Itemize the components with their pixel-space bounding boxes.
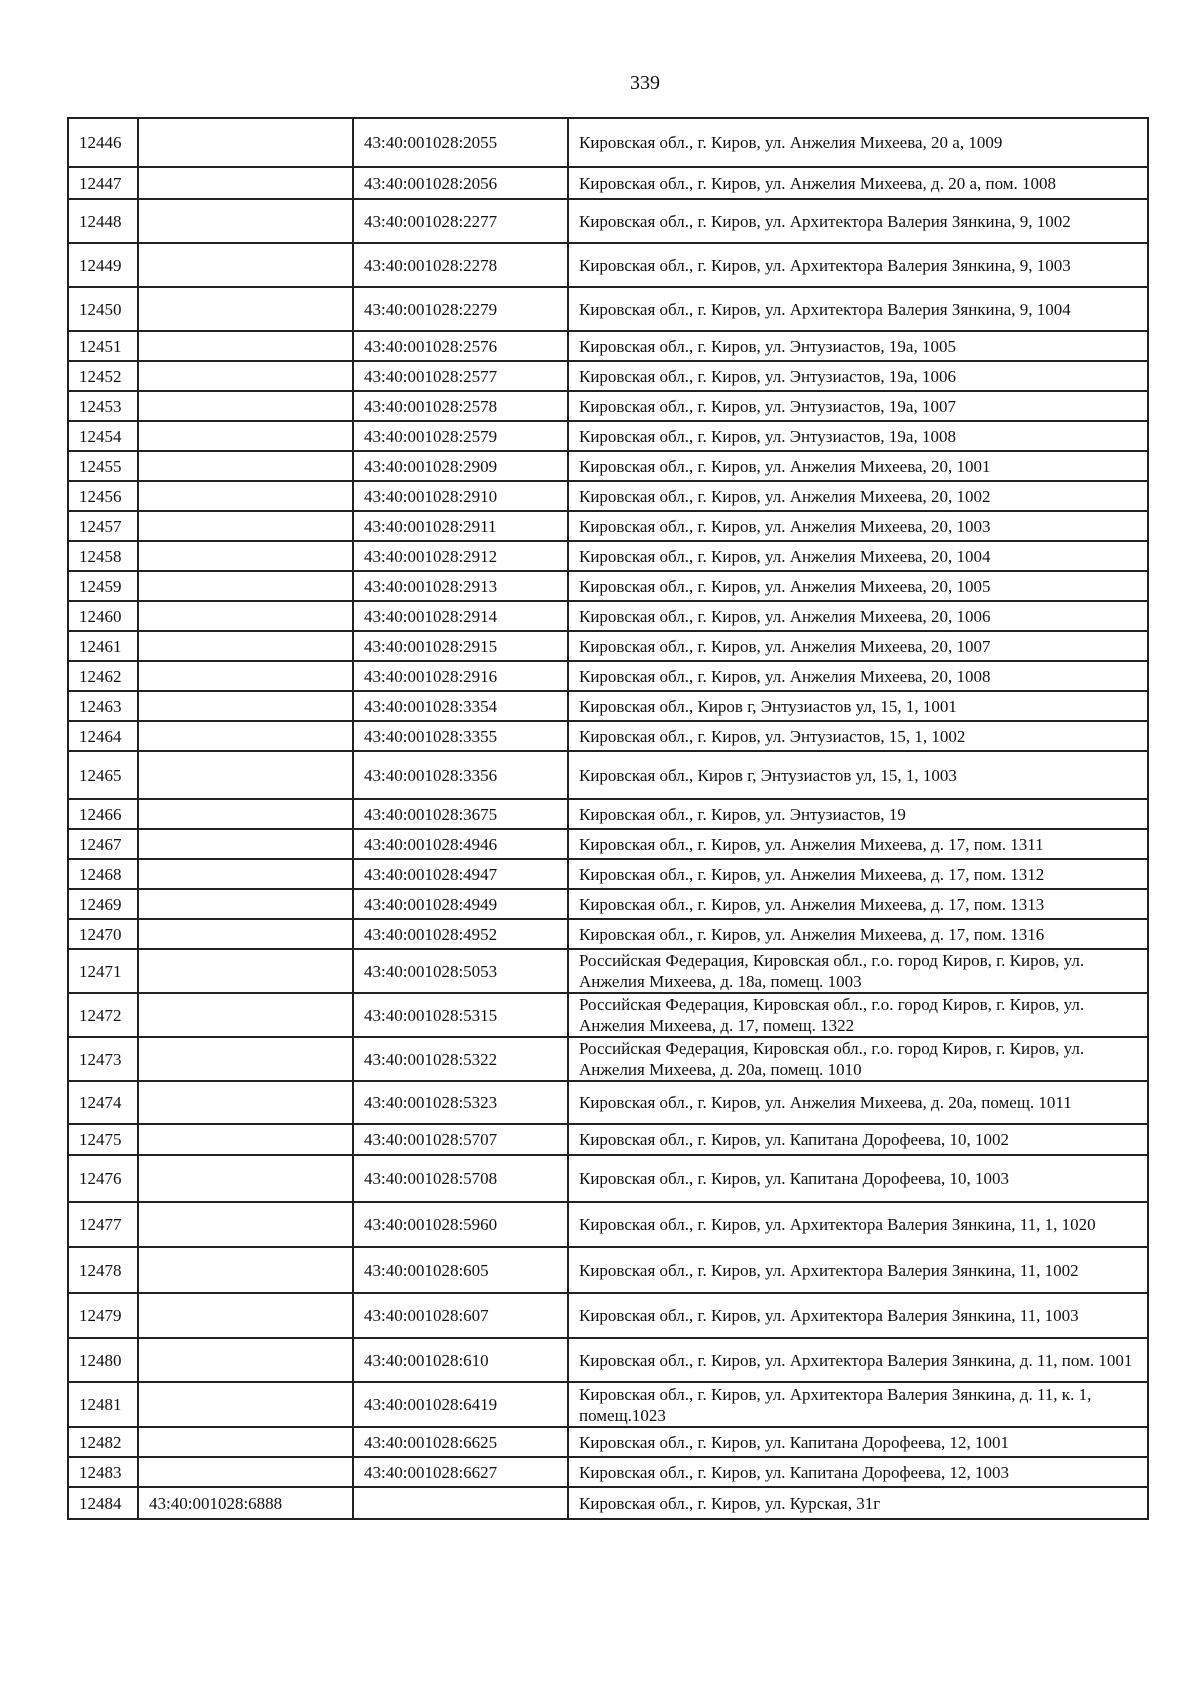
table-row [68,829,1148,859]
table-row [68,541,1148,571]
previous-cadastral-number-cell [138,601,353,631]
cadastral-number-cell: 43:40:001028:3675 [353,799,568,829]
cadastral-number-cell: 43:40:001028:3354 [353,691,568,721]
previous-cadastral-number-cell [138,661,353,691]
cadastral-number-cell: 43:40:001028:2577 [353,361,568,391]
row-number-cell: 12456 [68,481,138,511]
previous-cadastral-number-cell [138,1037,353,1081]
previous-cadastral-number-cell [138,1081,353,1124]
cadastral-number-cell: 43:40:001028:6627 [353,1457,568,1487]
cadastral-number-cell: 43:40:001028:2277 [353,199,568,243]
cadastral-number-cell: 43:40:001028:3356 [353,751,568,799]
address-cell: Кировская обл., г. Киров, ул. Архитектора Валерия Зянкина, 9, 1002 [568,199,1148,243]
table-row [68,691,1148,721]
cadastral-number-cell [353,1487,568,1519]
row-number-cell: 12472 [68,993,138,1037]
address-cell: Кировская обл., г. Киров, ул. Анжелия Михеева, д. 20 а, пом. 1008 [568,167,1148,199]
previous-cadastral-number-cell [138,243,353,287]
cadastral-number-cell: 43:40:001028:5960 [353,1202,568,1247]
previous-cadastral-number-cell [138,1427,353,1457]
table-row [68,799,1148,829]
previous-cadastral-number-cell [138,421,353,451]
table-row [68,571,1148,601]
table-row [68,751,1148,799]
cadastral-number-cell: 43:40:001028:2578 [353,391,568,421]
table-row [68,199,1148,243]
cadastral-number-cell: 43:40:001028:6625 [353,1427,568,1457]
previous-cadastral-number-cell [138,481,353,511]
row-number-cell: 12470 [68,919,138,949]
address-cell: Кировская обл., г. Киров, ул. Анжелия Михеева, д. 17, пом. 1313 [568,889,1148,919]
address-cell: Кировская обл., г. Киров, ул. Архитектора Валерия Зянкина, 9, 1004 [568,287,1148,331]
address-cell: Кировская обл., г. Киров, ул. Анжелия Михеева, 20, 1003 [568,511,1148,541]
table-row [68,1037,1148,1081]
previous-cadastral-number-cell [138,167,353,199]
cadastral-number-cell: 43:40:001028:2915 [353,631,568,661]
table-row [68,391,1148,421]
address-cell: Кировская обл., г. Киров, ул. Архитектора Валерия Зянкина, 11, 1002 [568,1247,1148,1293]
table-row [68,631,1148,661]
row-number-cell: 12467 [68,829,138,859]
address-cell: Кировская обл., г. Киров, ул. Анжелия Михеева, 20, 1005 [568,571,1148,601]
cadastral-number-cell: 43:40:001028:2909 [353,451,568,481]
address-cell: Кировская обл., г. Киров, ул. Анжелия Михеева, 20, 1001 [568,451,1148,481]
address-cell: Кировская обл., г. Киров, ул. Анжелия Михеева, 20, 1007 [568,631,1148,661]
table-row [68,511,1148,541]
row-number-cell: 12446 [68,118,138,167]
row-number-cell: 12468 [68,859,138,889]
cadastral-number-cell: 43:40:001028:3355 [353,721,568,751]
cadastral-number-cell: 43:40:001028:6419 [353,1382,568,1427]
table-row [68,859,1148,889]
cadastral-number-cell: 43:40:001028:2576 [353,331,568,361]
cadastral-number-cell: 43:40:001028:2914 [353,601,568,631]
cadastral-number-cell: 43:40:001028:5315 [353,993,568,1037]
table-row [68,661,1148,691]
table-row [68,331,1148,361]
cadastral-number-cell: 43:40:001028:605 [353,1247,568,1293]
previous-cadastral-number-cell [138,751,353,799]
address-cell: Кировская обл., г. Киров, ул. Анжелия Михеева, 20 а, 1009 [568,118,1148,167]
cadastral-number-cell: 43:40:001028:2055 [353,118,568,167]
previous-cadastral-number-cell [138,721,353,751]
page-number: 339 [630,72,660,94]
address-cell: Кировская обл., г. Киров, ул. Капитана Дорофеева, 12, 1001 [568,1427,1148,1457]
previous-cadastral-number-cell [138,287,353,331]
previous-cadastral-number-cell [138,859,353,889]
address-cell: Кировская обл., г. Киров, ул. Энтузиастов, 19а, 1005 [568,331,1148,361]
row-number-cell: 12473 [68,1037,138,1081]
address-cell: Кировская обл., г. Киров, ул. Анжелия Михеева, 20, 1006 [568,601,1148,631]
cadastral-number-cell: 43:40:001028:610 [353,1338,568,1382]
address-cell: Кировская обл., г. Киров, ул. Курская, 31г [568,1487,1148,1519]
table-row [68,1338,1148,1382]
previous-cadastral-number-cell [138,1338,353,1382]
table-row [68,1382,1148,1427]
previous-cadastral-number-cell [138,889,353,919]
address-cell: Кировская обл., г. Киров, ул. Анжелия Михеева, 20, 1008 [568,661,1148,691]
table-row [68,721,1148,751]
previous-cadastral-number-cell: 43:40:001028:6888 [138,1487,353,1519]
table-row [68,1081,1148,1124]
cadastral-number-cell: 43:40:001028:2279 [353,287,568,331]
cadastral-number-cell: 43:40:001028:2278 [353,243,568,287]
address-cell: Российская Федерация, Кировская обл., г.о. город Киров, г. Киров, ул. Анжелия Михеева, д. 20а, помещ. 1010 [568,1037,1148,1081]
row-number-cell: 12469 [68,889,138,919]
previous-cadastral-number-cell [138,1247,353,1293]
cadastral-number-cell: 43:40:001028:5323 [353,1081,568,1124]
previous-cadastral-number-cell [138,691,353,721]
previous-cadastral-number-cell [138,1124,353,1155]
previous-cadastral-number-cell [138,919,353,949]
previous-cadastral-number-cell [138,1382,353,1427]
previous-cadastral-number-cell [138,949,353,993]
row-number-cell: 12476 [68,1155,138,1202]
table-row [68,451,1148,481]
cadastral-number-cell: 43:40:001028:4947 [353,859,568,889]
table-row [68,949,1148,993]
row-number-cell: 12483 [68,1457,138,1487]
cadastral-number-cell: 43:40:001028:2916 [353,661,568,691]
cadastral-number-cell: 43:40:001028:2911 [353,511,568,541]
previous-cadastral-number-cell [138,829,353,859]
previous-cadastral-number-cell [138,541,353,571]
cadastral-number-cell: 43:40:001028:4949 [353,889,568,919]
previous-cadastral-number-cell [138,391,353,421]
row-number-cell: 12452 [68,361,138,391]
table-row [68,1457,1148,1487]
previous-cadastral-number-cell [138,993,353,1037]
row-number-cell: 12458 [68,541,138,571]
row-number-cell: 12478 [68,1247,138,1293]
cadastral-number-cell: 43:40:001028:5322 [353,1037,568,1081]
table-row [68,889,1148,919]
table-row [68,1124,1148,1155]
address-cell: Кировская обл., г. Киров, ул. Архитектора Валерия Зянкина, 11, 1003 [568,1293,1148,1338]
row-number-cell: 12479 [68,1293,138,1338]
address-cell: Кировская обл., г. Киров, ул. Анжелия Михеева, 20, 1002 [568,481,1148,511]
address-cell: Кировская обл., Киров г, Энтузиастов ул, 15, 1, 1001 [568,691,1148,721]
row-number-cell: 12484 [68,1487,138,1519]
cadastral-number-cell: 43:40:001028:4946 [353,829,568,859]
address-cell: Кировская обл., г. Киров, ул. Анжелия Михеева, д. 17, пом. 1312 [568,859,1148,889]
row-number-cell: 12465 [68,751,138,799]
previous-cadastral-number-cell [138,199,353,243]
cadastral-number-cell: 43:40:001028:2913 [353,571,568,601]
address-cell: Кировская обл., г. Киров, ул. Энтузиастов, 19а, 1008 [568,421,1148,451]
address-cell: Кировская обл., г. Киров, ул. Архитектора Валерия Зянкина, 9, 1003 [568,243,1148,287]
table-row [68,1202,1148,1247]
row-number-cell: 12480 [68,1338,138,1382]
table-row [68,919,1148,949]
row-number-cell: 12462 [68,661,138,691]
table-row [68,993,1148,1037]
address-cell: Кировская обл., г. Киров, ул. Энтузиастов, 19а, 1006 [568,361,1148,391]
previous-cadastral-number-cell [138,1202,353,1247]
table-row [68,481,1148,511]
row-number-cell: 12451 [68,331,138,361]
row-number-cell: 12454 [68,421,138,451]
cadastral-number-cell: 43:40:001028:5053 [353,949,568,993]
table-row [68,1427,1148,1457]
table-row [68,1155,1148,1202]
row-number-cell: 12453 [68,391,138,421]
registry-table [67,117,1149,1520]
row-number-cell: 12450 [68,287,138,331]
address-cell: Кировская обл., Киров г, Энтузиастов ул, 15, 1, 1003 [568,751,1148,799]
address-cell: Кировская обл., г. Киров, ул. Капитана Дорофеева, 10, 1003 [568,1155,1148,1202]
previous-cadastral-number-cell [138,631,353,661]
row-number-cell: 12457 [68,511,138,541]
row-number-cell: 12464 [68,721,138,751]
row-number-cell: 12466 [68,799,138,829]
cadastral-number-cell: 43:40:001028:607 [353,1293,568,1338]
row-number-cell: 12463 [68,691,138,721]
table-row [68,421,1148,451]
previous-cadastral-number-cell [138,331,353,361]
table-row [68,1487,1148,1519]
row-number-cell: 12455 [68,451,138,481]
address-cell: Российская Федерация, Кировская обл., г.о. город Киров, г. Киров, ул. Анжелия Михеева, д. 17, помещ. 1322 [568,993,1148,1037]
address-cell: Кировская обл., г. Киров, ул. Капитана Дорофеева, 12, 1003 [568,1457,1148,1487]
cadastral-number-cell: 43:40:001028:5707 [353,1124,568,1155]
row-number-cell: 12477 [68,1202,138,1247]
row-number-cell: 12447 [68,167,138,199]
cadastral-number-cell: 43:40:001028:2912 [353,541,568,571]
address-cell: Кировская обл., г. Киров, ул. Анжелия Михеева, д. 17, пом. 1311 [568,829,1148,859]
address-cell: Кировская обл., г. Киров, ул. Капитана Дорофеева, 10, 1002 [568,1124,1148,1155]
table-row [68,1293,1148,1338]
address-cell: Кировская обл., г. Киров, ул. Анжелия Михеева, 20, 1004 [568,541,1148,571]
previous-cadastral-number-cell [138,1457,353,1487]
row-number-cell: 12471 [68,949,138,993]
table-row [68,243,1148,287]
previous-cadastral-number-cell [138,1155,353,1202]
row-number-cell: 12482 [68,1427,138,1457]
table-body [68,118,1148,1519]
cadastral-number-cell: 43:40:001028:2579 [353,421,568,451]
previous-cadastral-number-cell [138,361,353,391]
table-row [68,601,1148,631]
table-row [68,287,1148,331]
table-row [68,361,1148,391]
address-cell: Кировская обл., г. Киров, ул. Архитектора Валерия Зянкина, д. 11, пом. 1001 [568,1338,1148,1382]
address-cell: Кировская обл., г. Киров, ул. Архитектора Валерия Зянкина, д. 11, к. 1, помещ.1023 [568,1382,1148,1427]
address-cell: Российская Федерация, Кировская обл., г.о. город Киров, г. Киров, ул. Анжелия Михеева, д. 18а, помещ. 1003 [568,949,1148,993]
cadastral-number-cell: 43:40:001028:4952 [353,919,568,949]
cadastral-number-cell: 43:40:001028:2910 [353,481,568,511]
previous-cadastral-number-cell [138,1293,353,1338]
address-cell: Кировская обл., г. Киров, ул. Анжелия Михеева, д. 20а, помещ. 1011 [568,1081,1148,1124]
row-number-cell: 12474 [68,1081,138,1124]
previous-cadastral-number-cell [138,571,353,601]
address-cell: Кировская обл., г. Киров, ул. Энтузиастов, 19а, 1007 [568,391,1148,421]
row-number-cell: 12481 [68,1382,138,1427]
row-number-cell: 12449 [68,243,138,287]
table-row [68,1247,1148,1293]
row-number-cell: 12460 [68,601,138,631]
row-number-cell: 12475 [68,1124,138,1155]
previous-cadastral-number-cell [138,451,353,481]
address-cell: Кировская обл., г. Киров, ул. Энтузиастов, 15, 1, 1002 [568,721,1148,751]
address-cell: Кировская обл., г. Киров, ул. Архитектора Валерия Зянкина, 11, 1, 1020 [568,1202,1148,1247]
cadastral-number-cell: 43:40:001028:5708 [353,1155,568,1202]
address-cell: Кировская обл., г. Киров, ул. Анжелия Михеева, д. 17, пом. 1316 [568,919,1148,949]
previous-cadastral-number-cell [138,799,353,829]
row-number-cell: 12461 [68,631,138,661]
cadastral-number-cell: 43:40:001028:2056 [353,167,568,199]
table-row [68,118,1148,167]
previous-cadastral-number-cell [138,118,353,167]
row-number-cell: 12459 [68,571,138,601]
address-cell: Кировская обл., г. Киров, ул. Энтузиастов, 19 [568,799,1148,829]
table-row [68,167,1148,199]
row-number-cell: 12448 [68,199,138,243]
previous-cadastral-number-cell [138,511,353,541]
